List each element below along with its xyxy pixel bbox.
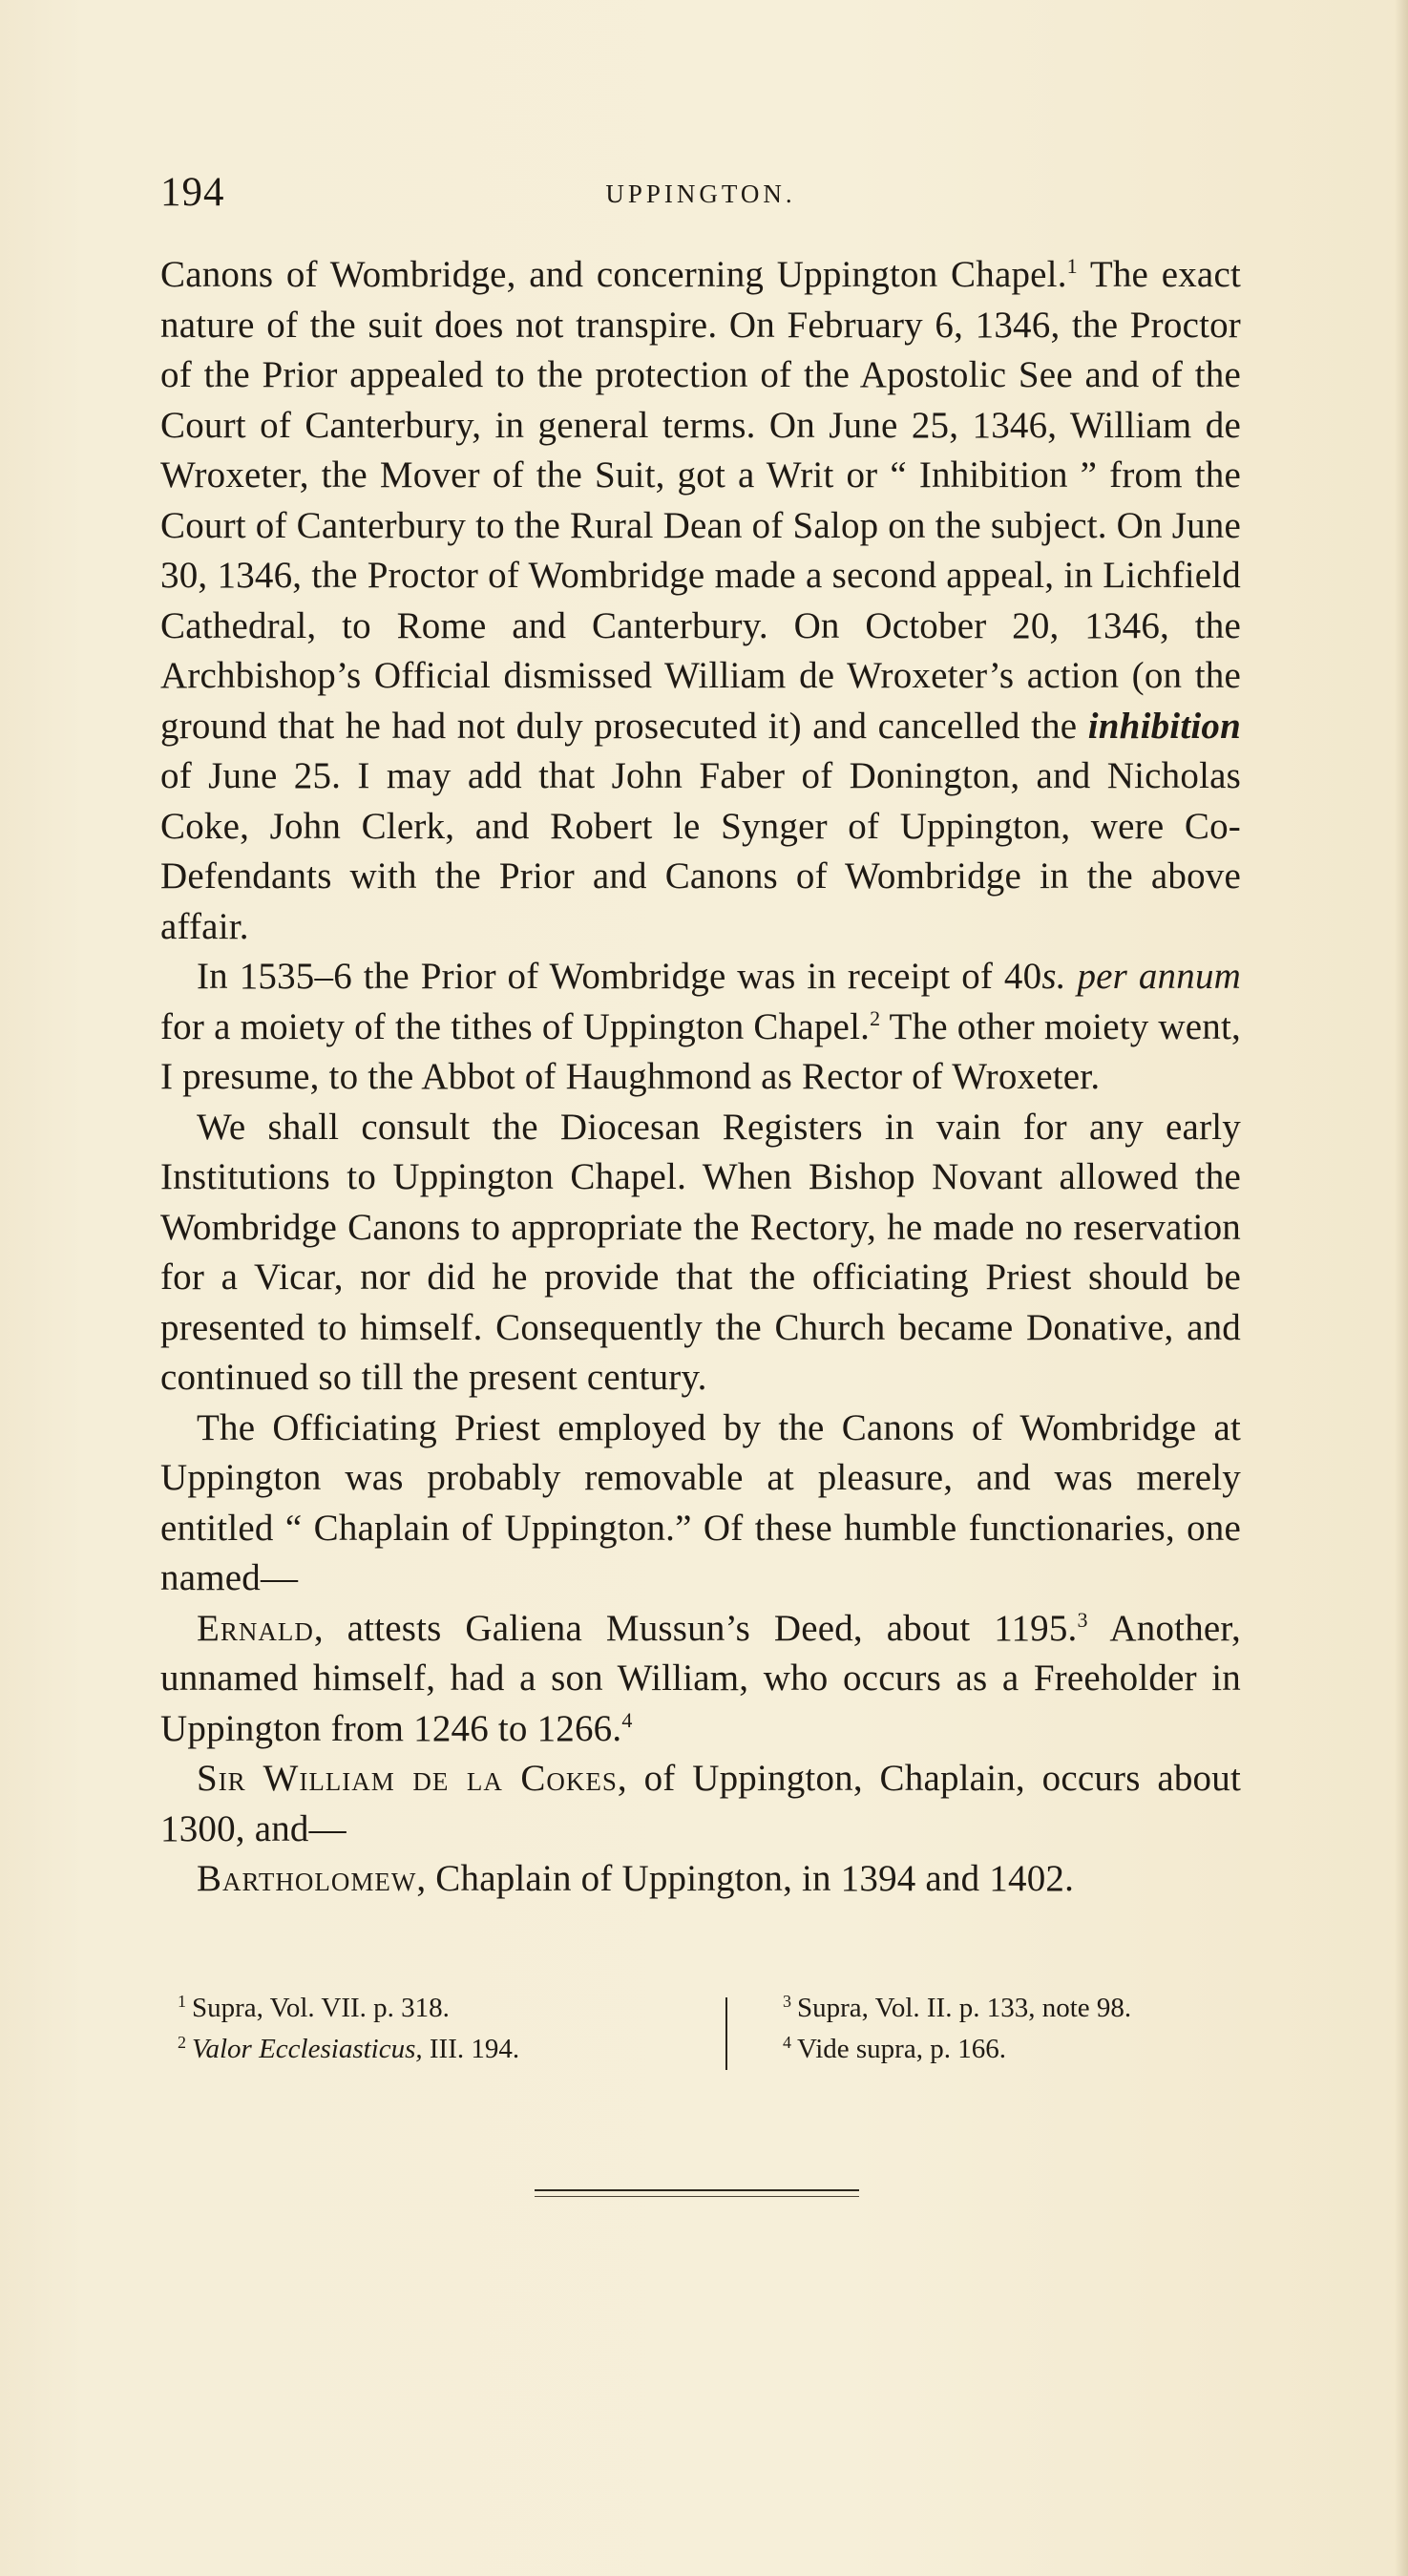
page-header bbox=[160, 164, 1241, 222]
shillings-abbrev: s. bbox=[1041, 956, 1066, 997]
end-rule bbox=[535, 2189, 859, 2202]
paragraph-2-text-c: The other moiety went, I presume, to the Abbot of Haughmond as Rector of Wroxeter. bbox=[160, 1005, 1241, 1097]
footnote-ref-4: 4 bbox=[621, 1707, 633, 1732]
paragraph-2-text-a: In 1535–6 the Prior of Wombridge was in receipt of 40 bbox=[197, 956, 1042, 997]
page-edge-shadow bbox=[1395, 0, 1408, 2576]
name-sir-william: Sir William de la Cokes bbox=[197, 1758, 618, 1799]
footnotes bbox=[160, 1988, 1241, 2074]
footnote-2 bbox=[178, 2029, 693, 2070]
paragraph-7 bbox=[160, 1854, 1241, 1905]
footnote-1-mark: 1 bbox=[178, 1992, 186, 2011]
body-text bbox=[160, 250, 1241, 1905]
footnote-2-text: III. 194. bbox=[422, 2034, 520, 2064]
footnotes-left-column bbox=[178, 1988, 693, 2070]
page-number: 194 bbox=[160, 170, 225, 215]
paragraph-6-text: , of Uppington, Chaplain, occurs about 1300, and— bbox=[160, 1758, 1241, 1849]
end-rule-thick bbox=[535, 2189, 859, 2191]
paragraph-1-text-c: of June 25. I may add that John Faber of Donington, and Nicholas Coke, John Clerk, and Robert le Synger of Uppington, were Co-Defendants with the Prior and Canons of Wombridge in the above affair. bbox=[160, 755, 1241, 947]
end-rule-thin bbox=[535, 2196, 859, 2197]
footnote-divider bbox=[725, 1997, 727, 2070]
paragraph-2-text-b: for a moiety of the tithes of Uppington Chapel. bbox=[160, 1005, 871, 1047]
footnote-1-text: Supra, Vol. VII. p. 318. bbox=[192, 1993, 450, 2023]
footnote-1 bbox=[178, 1988, 693, 2029]
paragraph-1 bbox=[160, 250, 1241, 952]
paragraph-5-text-b: Another, unnamed himself, had a son William, who occurs as a Freeholder in Uppington from 1246 to 1266. bbox=[160, 1607, 1241, 1749]
paragraph-1-text-a: Canons of Wombridge, and concerning Uppington Chapel. bbox=[160, 254, 1067, 295]
paragraph-6 bbox=[160, 1754, 1241, 1854]
footnote-3 bbox=[783, 1988, 1241, 2029]
footnote-ref-3: 3 bbox=[1077, 1607, 1088, 1632]
footnote-3-mark: 3 bbox=[783, 1992, 791, 2011]
paragraph-2 bbox=[160, 952, 1241, 1103]
per-annum-italic: per annum bbox=[1065, 956, 1242, 997]
footnote-2-mark: 2 bbox=[178, 2033, 186, 2052]
name-bartholomew: Bartholomew bbox=[197, 1858, 417, 1899]
footnote-4 bbox=[783, 2029, 1241, 2070]
footnote-4-mark: 4 bbox=[783, 2033, 791, 2052]
paragraph-3: We shall consult the Diocesan Registers in vain for any early Institutions to Uppington Chapel. When Bishop Novant allowed the Wombridge Canons to appropriate the Rectory, he made no reservation for a Vicar, nor did he provide that the officiating Priest should be presented to himself. Consequently the Church became Donative, and continued so till the present century. bbox=[160, 1106, 1241, 1398]
footnote-ref-1: 1 bbox=[1066, 254, 1078, 278]
name-ernald: Ernald bbox=[197, 1607, 314, 1649]
paragraph-1-text-b: The exact nature of the suit does not transpire. On February 6, 1346, the Proctor of the Prior appealed to the protection of the Apostolic See and of the Court of Canterbury, in general terms. On June 25, 1346, William de Wroxeter, the Mover of the Suit, got a Writ or “ Inhibition ” from the Court of Canterbury to the Rural Dean of Salop on the subject. On June 30, 1346, the Proctor of Wombridge made a second appeal, in Lichfield Cathedral, to Rome and Canterbury. On October 20, 1346, the Archbishop’s Official dismissed William de Wroxeter’s action (on the ground that he had not duly prosecuted it) and cancelled the bbox=[160, 254, 1241, 747]
paragraph-4: The Officiating Priest employed by the Canons of Wombridge at Uppington was probably removable at pleasure, and was merely entitled “ Chaplain of Uppington.” Of these humble functionaries, one named— bbox=[160, 1406, 1241, 1598]
footnote-3-text: Supra, Vol. II. p. 133, note 98. bbox=[797, 1993, 1132, 2023]
footnotes-right-column bbox=[783, 1988, 1241, 2070]
footnote-4-text: Vide supra, p. 166. bbox=[797, 2034, 1006, 2064]
inhibition-emphasis: inhibition bbox=[1087, 705, 1241, 747]
paragraph-5 bbox=[160, 1604, 1241, 1755]
running-head: UPPINGTON. bbox=[605, 179, 796, 208]
paragraph-5-text-a: , attests Galiena Mussun’s Deed, about 1195. bbox=[313, 1607, 1078, 1649]
footnote-2-italic: Valor Ecclesiasticus, bbox=[192, 2034, 423, 2064]
paragraph-7-text: , Chaplain of Uppington, in 1394 and 1402. bbox=[416, 1858, 1075, 1899]
footnote-ref-2: 2 bbox=[870, 1005, 881, 1030]
